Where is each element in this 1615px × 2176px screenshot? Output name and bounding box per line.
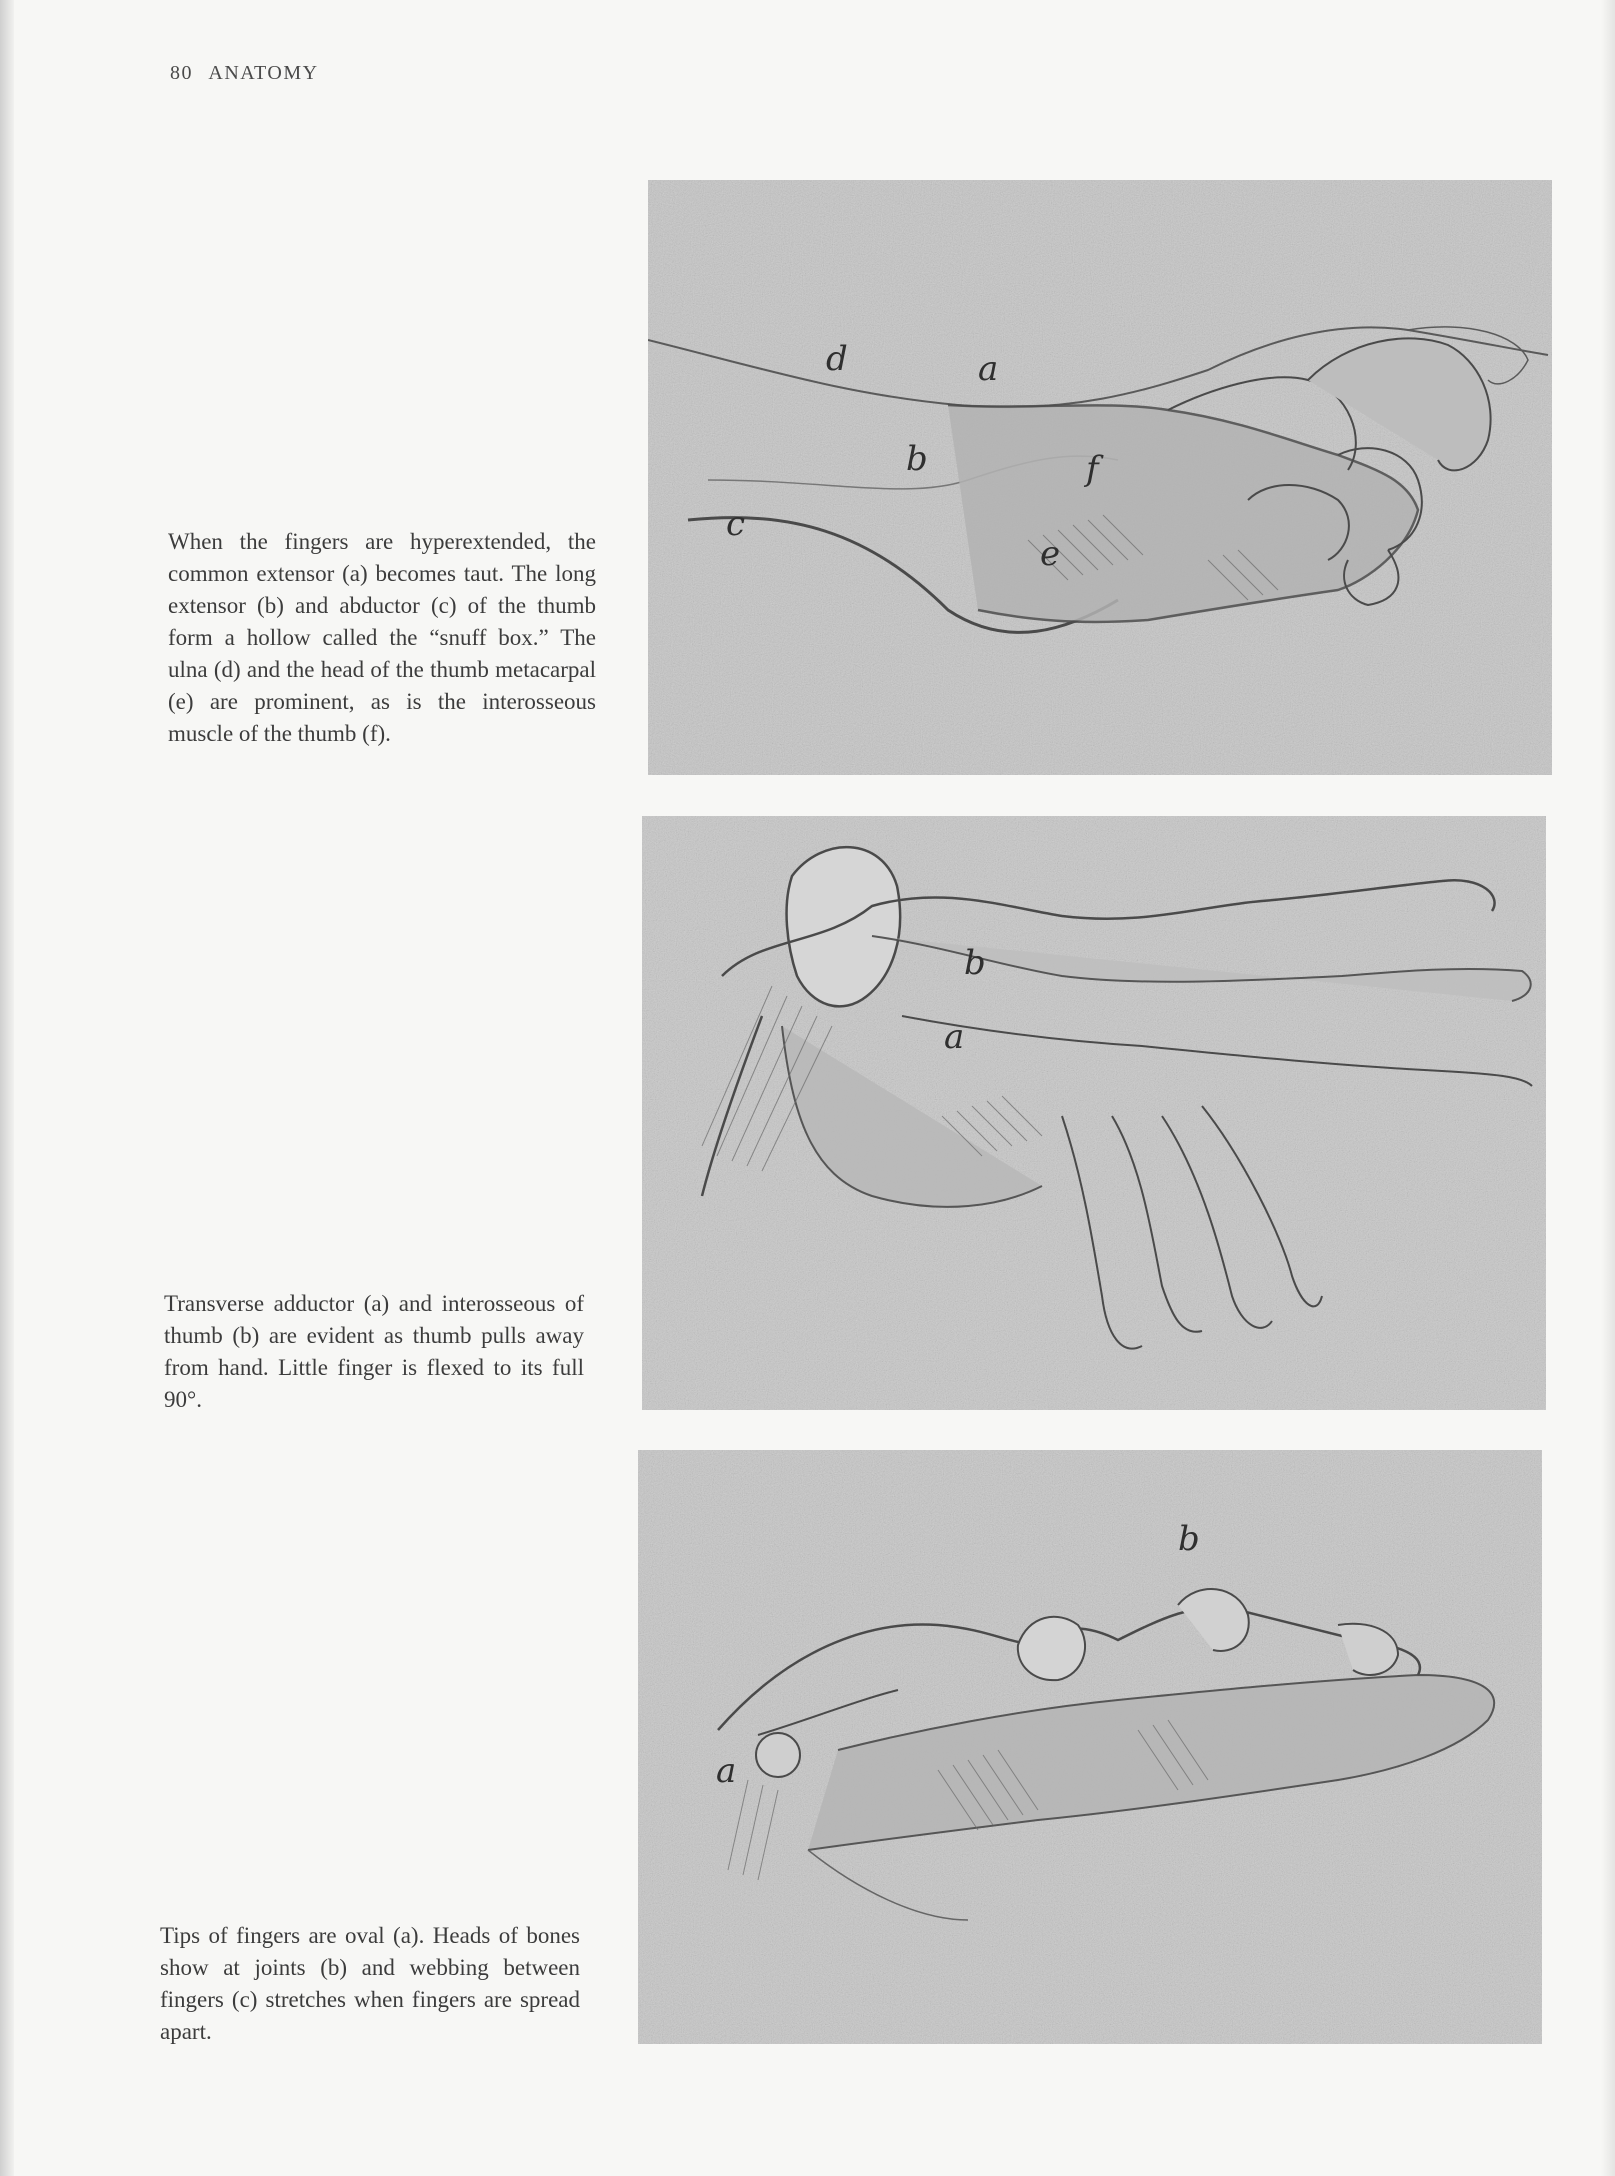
label-a: a (716, 1751, 737, 1791)
label-b: b (964, 943, 986, 983)
page-edge (1601, 0, 1615, 2176)
label-c: c (726, 504, 746, 544)
label-a: a (978, 349, 999, 389)
illustration-hyperextended-hand (648, 180, 1552, 775)
label-b: b (906, 439, 928, 479)
hand-drawing-1 (648, 180, 1552, 775)
label-d: d (826, 339, 848, 379)
caption-hyperextended-fingers (168, 526, 596, 750)
caption-thumb-pulls-away (164, 1288, 584, 1416)
label-e: e (1040, 534, 1061, 574)
hand-drawing-2 (642, 816, 1546, 1410)
page-number: 80 (170, 62, 193, 84)
illustration-thumb-abducted-hand (642, 816, 1546, 1410)
label-f: f (1086, 449, 1099, 489)
hand-drawing-3 (638, 1450, 1542, 2044)
running-head (170, 62, 319, 85)
label-a: a (944, 1017, 965, 1057)
illustration-spread-fingers-hand (638, 1450, 1542, 2044)
caption-text: When the fingers are hyperextended, the common extensor (a) becomes taut. The long extensor (b) and abductor (c) of the thumb form a hollow called the “snuff box.” The ulna (d) and the head of the thumb metacarpal (e) are prominent, as is the interosseous muscle of the thumb (f). (168, 529, 596, 746)
label-b: b (1178, 1519, 1200, 1559)
caption-text: Transverse adductor (a) and interosseous of thumb (b) are evident as thumb pulls away from hand. Little finger is flexed to its full 90°. (164, 1291, 584, 1412)
caption-fingers-spread (160, 1920, 580, 2048)
running-head-title: ANATOMY (208, 62, 319, 84)
caption-text: Tips of fingers are oval (a). Heads of bones show at joints (b) and webbing between fingers (c) stretches when fingers are spread apart. (160, 1923, 580, 2044)
book-gutter-shadow (0, 0, 14, 2176)
